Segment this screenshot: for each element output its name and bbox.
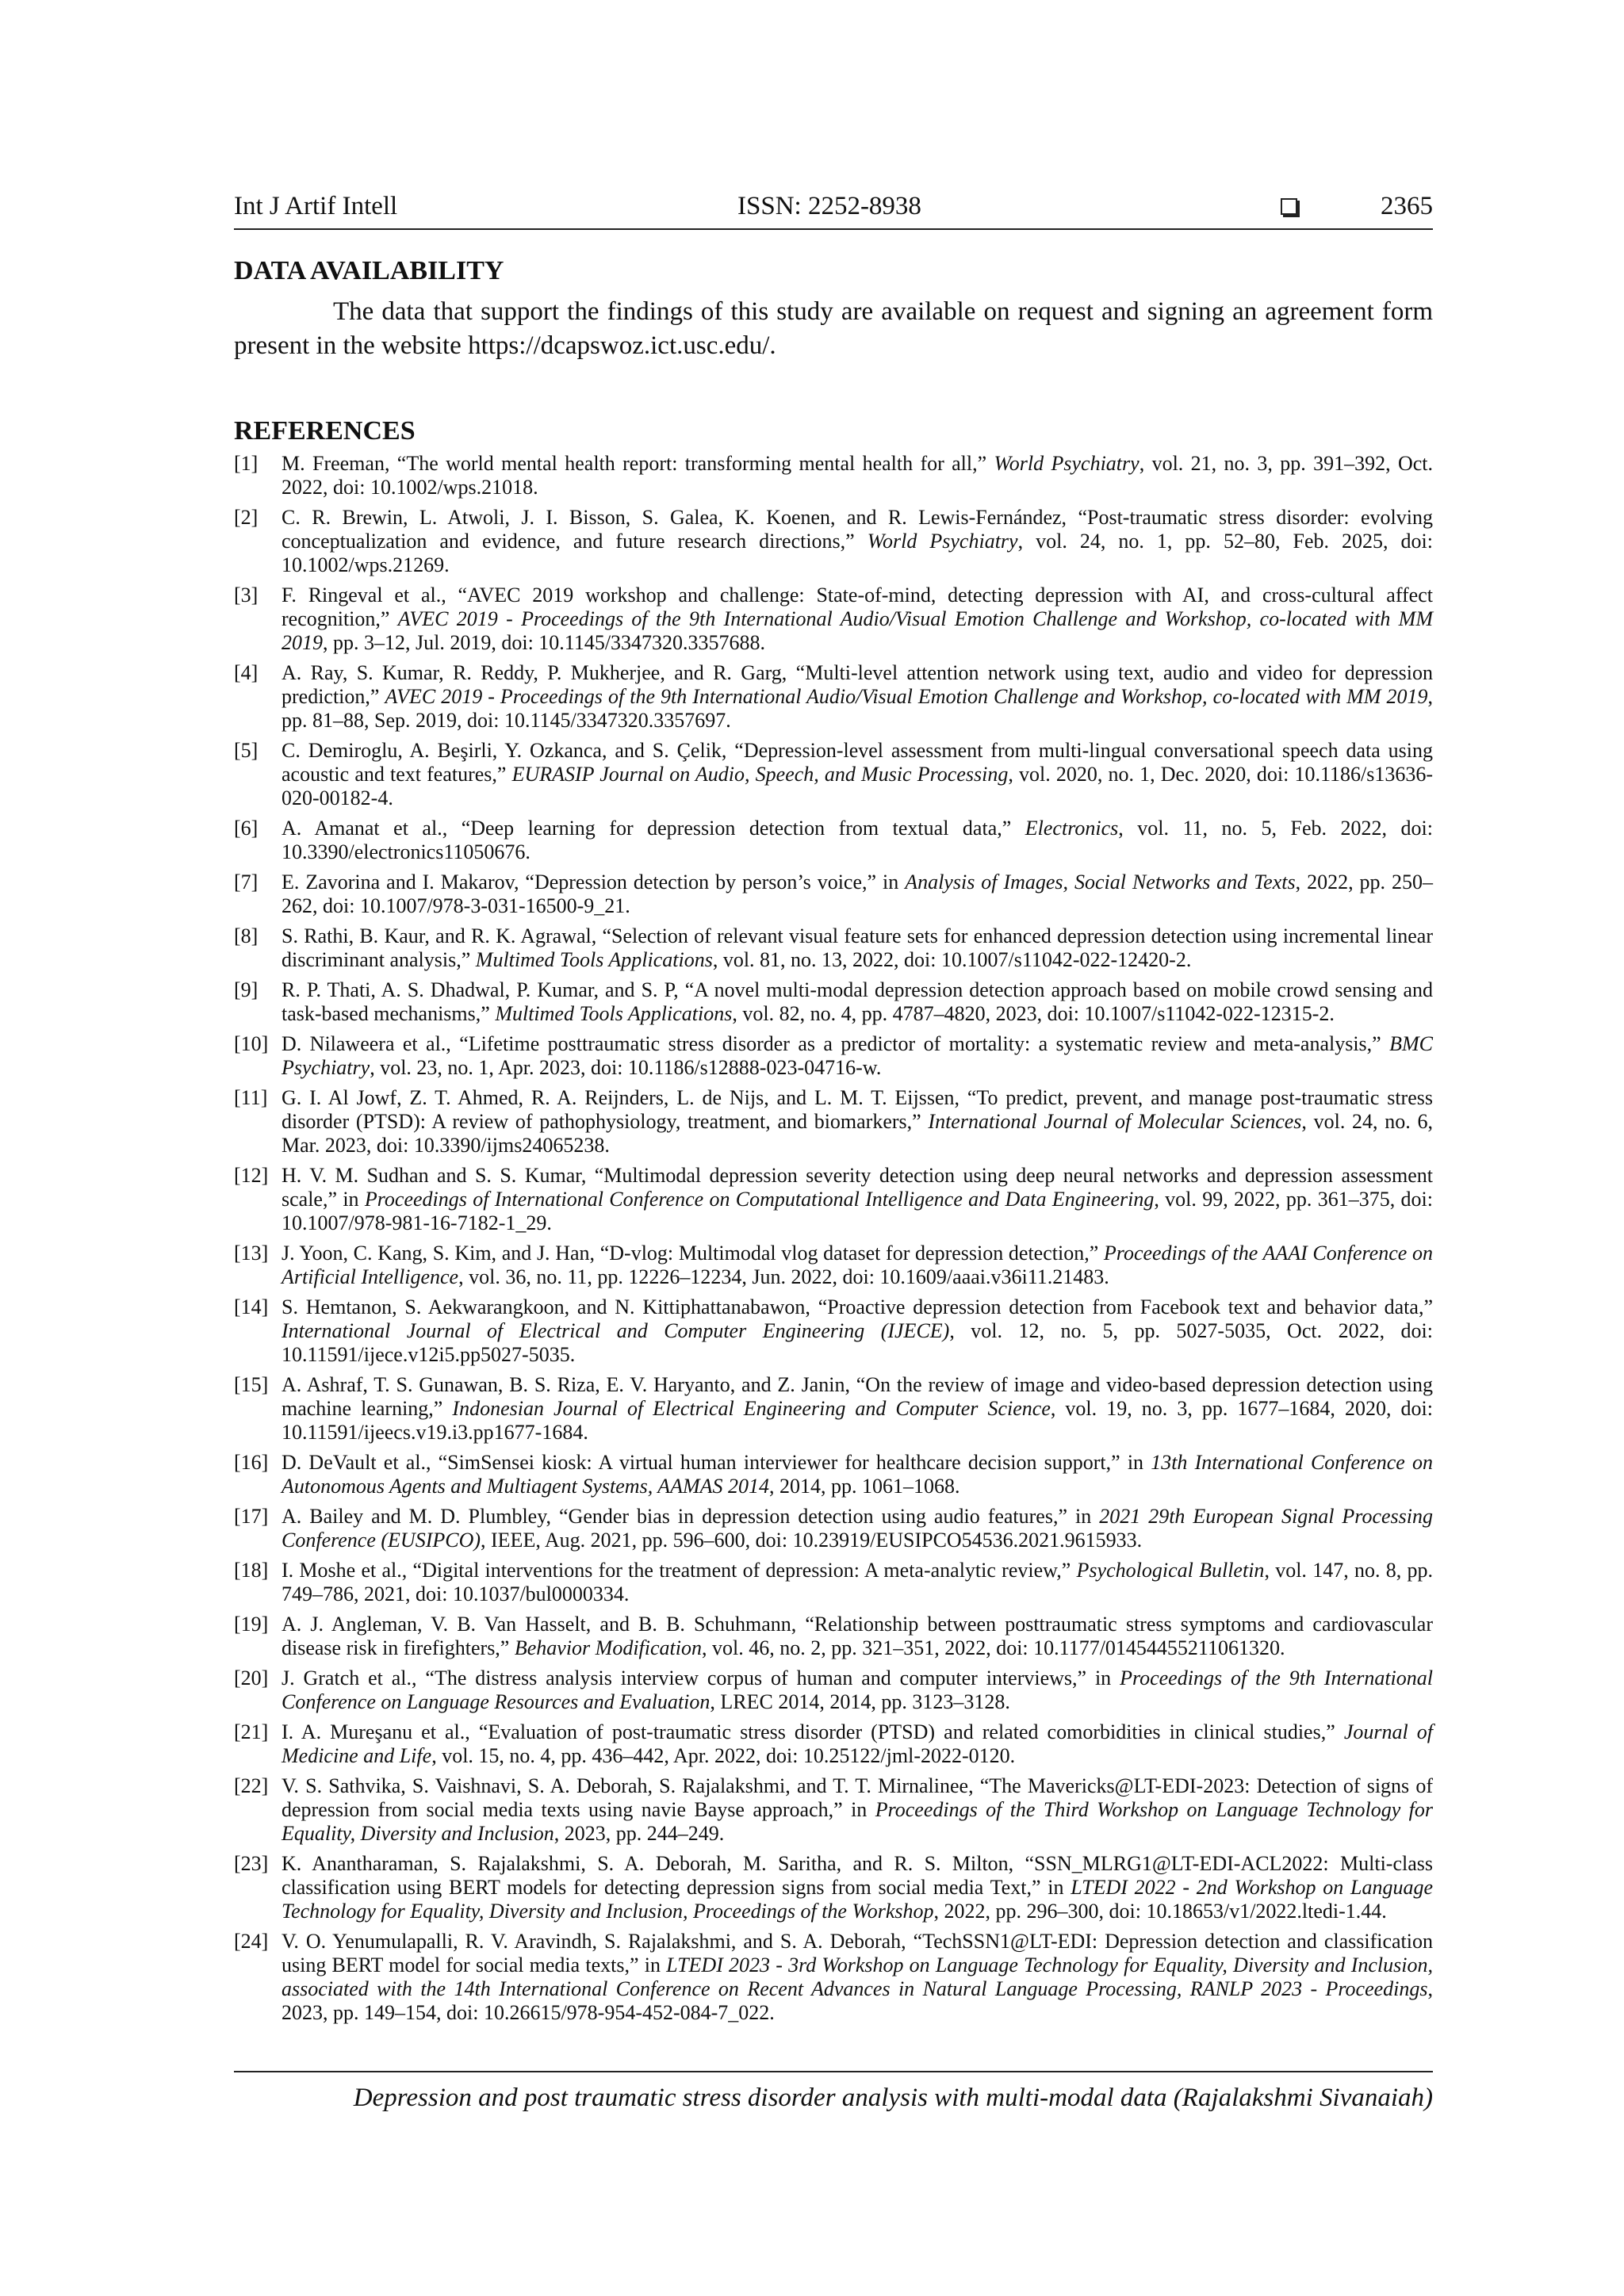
reference-details: , vol. 15, no. 4, pp. 436–442, Apr. 2022, doi: 10.25122/jml-2022-0120. <box>431 1744 1016 1767</box>
reference-venue: International Journal of Molecular Sciences <box>928 1110 1302 1133</box>
reference-venue: Multimed Tools Applications <box>495 1002 733 1025</box>
reference-authors-title: C. R. Brewin, L. Atwoli, J. I. Bisson, S. Galea, K. Koenen, and R. Lewis-Fernández, “Post-traumatic stress disorder: evolving conceptualization and evidence, and future research directions,” <box>282 506 1433 553</box>
reference-details: , vol. 24, no. 6, Mar. 2023, doi: 10.3390/ijms24065238. <box>282 1110 1433 1157</box>
reference-venue: World Psychiatry <box>994 452 1139 475</box>
reference-item <box>234 1032 1433 1080</box>
reference-number: [6] <box>234 817 259 840</box>
reference-venue: Journal of Medicine and Life <box>282 1720 1433 1767</box>
reference-authors-title: V. O. Yenumulapalli, R. V. Aravindh, S. Rajalakshmi, and S. A. Deborah, “TechSSN1@LT-EDI: Depression detection and classification using BERT model for social media texts,” in <box>282 1930 1433 1976</box>
reference-details: , 2014, pp. 1061–1068. <box>769 1475 960 1498</box>
reference-item <box>234 1295 1433 1367</box>
reference-details: , IEEE, Aug. 2021, pp. 596–600, doi: 10.23919/EUSIPCO54536.2021.9615933. <box>481 1529 1143 1552</box>
reference-item <box>234 1373 1433 1445</box>
reference-venue: EURASIP Journal on Audio, Speech, and Music Processing <box>511 763 1009 786</box>
reference-details: , vol. 82, no. 4, pp. 4787–4820, 2023, doi: 10.1007/s11042-022-12315-2. <box>732 1002 1335 1025</box>
issn-label: ISSN: 2252-8938 <box>737 192 921 220</box>
reference-number: [5] <box>234 739 259 762</box>
data-availability-heading: DATA AVAILABILITY <box>234 256 504 285</box>
reference-authors-title: D. Nilaweera et al., “Lifetime posttraumatic stress disorder as a predictor of mortality: a systematic review and meta-analysis,” <box>282 1032 1390 1055</box>
reference-number: [16] <box>234 1451 269 1474</box>
reference-authors-title: K. Anantharaman, S. Rajalakshmi, S. A. Deborah, M. Saritha, and R. S. Milton, “SSN_MLRG1@LT-EDI-ACL2022: Multi-class classification using BERT models for detecting depression signs from social media Text,” in <box>282 1852 1433 1899</box>
reference-details: , vol. 46, no. 2, pp. 321–351, 2022, doi: 10.1177/01454455211061320. <box>701 1636 1285 1659</box>
reference-authors-title: S. Hemtanon, S. Aekwarangkoon, and N. Kittiphattanabawon, “Proactive depression detection from Facebook text and behavior data,” <box>282 1295 1433 1318</box>
reference-details: , vol. 81, no. 13, 2022, doi: 10.1007/s11042-022-12420-2. <box>712 948 1192 971</box>
reference-authors-title: I. Moshe et al., “Digital interventions for the treatment of depression: A meta-analytic review,” <box>282 1559 1077 1582</box>
reference-number: [22] <box>234 1774 269 1797</box>
reference-number: [18] <box>234 1559 269 1582</box>
reference-authors-title: R. P. Thati, A. S. Dhadwal, P. Kumar, and S. P, “A novel multi-modal depression detection approach based on mobile crowd sensing and task-based mechanisms,” <box>282 978 1433 1025</box>
reference-authors-title: F. Ringeval et al., “AVEC 2019 workshop and challenge: State-of-mind, detecting depression with AI, and cross-cultural affect recognition,” <box>282 584 1433 630</box>
reference-number: [21] <box>234 1720 269 1743</box>
reference-item <box>234 1774 1433 1846</box>
reference-authors-title: V. S. Sathvika, S. Vaishnavi, S. A. Deborah, S. Rajalakshmi, and T. T. Mirnalinee, “The Mavericks@LT-EDI-2023: Detection of signs of depression from social media texts using navie Bayse approach,” in <box>282 1774 1433 1821</box>
reference-number: [7] <box>234 871 259 894</box>
reference-list <box>234 452 1433 2031</box>
reference-item <box>234 1852 1433 1923</box>
reference-item <box>234 1930 1433 2025</box>
reference-details: , vol. 99, 2022, pp. 361–375, doi: 10.1007/978-981-16-7182-1_29. <box>282 1188 1433 1234</box>
reference-details: , pp. 3–12, Jul. 2019, doi: 10.1145/3347320.3357688. <box>323 631 766 654</box>
reference-venue: Psychological Bulletin <box>1076 1559 1265 1582</box>
reference-venue: Proceedings of International Conference on Computational Intelligence and Data Engineering <box>364 1188 1155 1211</box>
reference-details: , 2022, pp. 296–300, doi: 10.18653/v1/2022.ltedi-1.44. <box>933 1900 1387 1923</box>
reference-details: , LREC 2014, 2014, pp. 3123–3128. <box>710 1690 1010 1713</box>
reference-details: , 2022, pp. 250–262, doi: 10.1007/978-3-031-16500-9_21. <box>282 871 1433 917</box>
reference-number: [11] <box>234 1086 268 1109</box>
reference-number: [13] <box>234 1242 269 1265</box>
reference-number: [19] <box>234 1613 269 1636</box>
reference-details: , vol. 147, no. 8, pp. 749–786, 2021, doi: 10.1037/bul0000334. <box>282 1559 1434 1605</box>
data-availability-text: The data that support the findings of this study are available on request and signing an agreement form present in the website https://dcapswoz.ict.usc.edu/. <box>234 297 1433 360</box>
reference-details: , vol. 12, no. 5, pp. 5027-5035, Oct. 2022, doi: 10.11591/ijece.v12i5.pp5027-5035. <box>282 1319 1433 1366</box>
reference-number: [14] <box>234 1295 269 1318</box>
reference-details: , vol. 24, no. 1, pp. 52–80, Feb. 2025, doi: 10.1002/wps.21269. <box>282 530 1433 576</box>
reference-authors-title: J. Gratch et al., “The distress analysis interview corpus of human and computer interviews,” in <box>282 1667 1120 1689</box>
reference-details: , vol. 36, no. 11, pp. 12226–12234, Jun. 2022, doi: 10.1609/aaai.v36i11.21483. <box>458 1265 1109 1288</box>
reference-item <box>234 871 1433 918</box>
page-number: 2365 <box>1381 192 1433 220</box>
reference-venue: LTEDI 2022 - 2nd Workshop on Language Technology for Equality, Diversity and Inclusion, Proceedings of the Workshop <box>282 1876 1434 1923</box>
reference-authors-title: A. Ray, S. Kumar, R. Reddy, P. Mukherjee, and R. Garg, “Multi-level attention network using text, audio and video for depression prediction,” <box>282 661 1433 708</box>
references-heading: REFERENCES <box>234 416 416 446</box>
reference-authors-title: A. J. Angleman, V. B. Van Hasselt, and B. B. Schuhmann, “Relationship between posttraumatic stress symptoms and cardiovascular disease risk in firefighters,” <box>282 1613 1433 1659</box>
reference-authors-title: I. A. Mureşanu et al., “Evaluation of post-traumatic stress disorder (PTSD) and related comorbidities in clinical studies,” <box>282 1720 1344 1743</box>
reference-authors-title: M. Freeman, “The world mental health report: transforming mental health for all,” <box>282 452 994 475</box>
reference-number: [24] <box>234 1930 269 1953</box>
reference-item <box>234 1086 1433 1158</box>
reference-number: [23] <box>234 1852 269 1875</box>
reference-venue: Multimed Tools Applications <box>475 948 713 971</box>
reference-item <box>234 1164 1433 1235</box>
reference-item <box>234 739 1433 810</box>
running-footer: Depression and post traumatic stress disorder analysis with multi-modal data (Rajalakshmi Sivanaiah) <box>353 2084 1433 2112</box>
reference-details: , 2023, pp. 244–249. <box>553 1822 725 1845</box>
reference-venue: 2021 29th European Signal Processing Conference (EUSIPCO) <box>282 1505 1434 1552</box>
reference-details: , vol. 2020, no. 1, Dec. 2020, doi: 10.1186/s13636-020-00182-4. <box>282 763 1434 809</box>
reference-item <box>234 817 1433 864</box>
reference-item <box>234 661 1433 733</box>
reference-authors-title: C. Demiroglu, A. Beşirli, Y. Ozkanca, and S. Çelik, “Depression-level assessment from multi-lingual conversational speech data using acoustic and text features,” <box>282 739 1433 786</box>
reference-item <box>234 1720 1433 1768</box>
reference-details: , vol. 19, no. 3, pp. 1677–1684, 2020, doi: 10.11591/ijeecs.v19.i3.pp1677-1684. <box>282 1397 1433 1444</box>
reference-details: , vol. 11, no. 5, Feb. 2022, doi: 10.3390/electronics11050676. <box>282 817 1433 863</box>
reference-number: [1] <box>234 452 259 475</box>
running-header <box>234 189 1433 230</box>
reference-venue: Behavior Modification <box>514 1636 702 1659</box>
reference-venue: International Journal of Electrical and Computer Engineering (IJECE) <box>282 1319 950 1342</box>
reference-number: [8] <box>234 924 259 947</box>
reference-authors-title: J. Yoon, C. Kang, S. Kim, and J. Han, “D-vlog: Multimodal vlog dataset for depression detection,” <box>282 1242 1104 1265</box>
reference-item <box>234 1559 1433 1606</box>
reference-venue: World Psychiatry <box>867 530 1018 553</box>
reference-authors-title: D. DeVault et al., “SimSensei kiosk: A virtual human interviewer for healthcare decision support,” in <box>282 1451 1151 1474</box>
reference-item <box>234 1613 1433 1660</box>
reference-venue: LTEDI 2023 - 3rd Workshop on Language Technology for Equality, Diversity and Inclusion, associated with the 14th International Conference on Recent Advances in Natural Language Processing, RANLP 2023 - Proceedings <box>282 1954 1433 2000</box>
reference-venue: Proceedings of the AAAI Conference on Artificial Intelligence <box>282 1242 1433 1288</box>
footer-rule <box>234 2071 1433 2072</box>
reference-authors-title: G. I. Al Jowf, Z. T. Ahmed, R. A. Reijnders, L. de Nijs, and L. M. T. Eijssen, “To predict, prevent, and manage post-traumatic stress disorder (PTSD): A review of pathophysiology, treatment, and biomarkers,” <box>282 1086 1433 1133</box>
reference-number: [12] <box>234 1164 269 1187</box>
reference-number: [10] <box>234 1032 269 1055</box>
reference-item <box>234 452 1433 499</box>
reference-item <box>234 1451 1433 1498</box>
reference-number: [9] <box>234 978 259 1001</box>
reference-authors-title: A. Bailey and M. D. Plumbley, “Gender bias in depression detection using audio features,” in <box>282 1505 1100 1528</box>
reference-venue: AVEC 2019 - Proceedings of the 9th International Audio/Visual Emotion Challenge and Workshop, co-located with MM 2019 <box>385 685 1428 708</box>
reference-number: [4] <box>234 661 259 684</box>
reference-venue: AVEC 2019 - Proceedings of the 9th International Audio/Visual Emotion Challenge and Workshop, co-located with MM 2019 <box>282 607 1433 654</box>
reference-item <box>234 506 1433 577</box>
reference-item <box>234 1242 1433 1289</box>
reference-venue: 13th International Conference on Autonomous Agents and Multiagent Systems, AAMAS 2014 <box>282 1451 1433 1498</box>
reference-venue: Proceedings of the 9th International Conference on Language Resources and Evaluation <box>282 1667 1434 1713</box>
reference-number: [2] <box>234 506 259 529</box>
reference-item <box>234 1505 1433 1552</box>
box-icon <box>1281 198 1297 215</box>
reference-authors-title: H. V. M. Sudhan and S. S. Kumar, “Multimodal depression severity detection using deep neural networks and depression assessment scale,” in <box>282 1164 1433 1211</box>
reference-venue: Proceedings of the Third Workshop on Language Technology for Equality, Diversity and Inclusion <box>282 1798 1433 1845</box>
reference-authors-title: S. Rathi, B. Kaur, and R. K. Agrawal, “Selection of relevant visual feature sets for enhanced depression detection using incremental linear discriminant analysis,” <box>282 924 1433 971</box>
reference-item <box>234 978 1433 1026</box>
reference-authors-title: E. Zavorina and I. Makarov, “Depression detection by person’s voice,” in <box>282 871 906 894</box>
reference-authors-title: A. Ashraf, T. S. Gunawan, B. S. Riza, E. V. Haryanto, and Z. Janin, “On the review of image and video-based depression detection using machine learning,” <box>282 1373 1433 1420</box>
reference-number: [17] <box>234 1505 269 1528</box>
reference-number: [3] <box>234 584 259 607</box>
reference-item <box>234 584 1433 655</box>
journal-name: Int J Artif Intell <box>234 192 398 220</box>
reference-item <box>234 1667 1433 1714</box>
reference-number: [15] <box>234 1373 269 1396</box>
reference-number: [20] <box>234 1667 269 1689</box>
reference-details: , vol. 23, no. 1, Apr. 2023, doi: 10.1186/s12888-023-04716-w. <box>370 1056 882 1079</box>
reference-details: , pp. 81–88, Sep. 2019, doi: 10.1145/3347320.3357697. <box>282 685 1433 732</box>
reference-venue: Indonesian Journal of Electrical Engineering and Computer Science <box>452 1397 1051 1420</box>
reference-details: , 2023, pp. 149–154, doi: 10.26615/978-954-452-084-7_022. <box>282 1977 1433 2024</box>
reference-venue: Electronics <box>1025 817 1119 840</box>
reference-item <box>234 924 1433 972</box>
reference-details: , vol. 21, no. 3, pp. 391–392, Oct. 2022, doi: 10.1002/wps.21018. <box>282 452 1433 499</box>
reference-authors-title: A. Amanat et al., “Deep learning for depression detection from textual data,” <box>282 817 1025 840</box>
reference-venue: Analysis of Images, Social Networks and Texts <box>905 871 1296 894</box>
reference-venue: BMC Psychiatry <box>282 1032 1433 1079</box>
